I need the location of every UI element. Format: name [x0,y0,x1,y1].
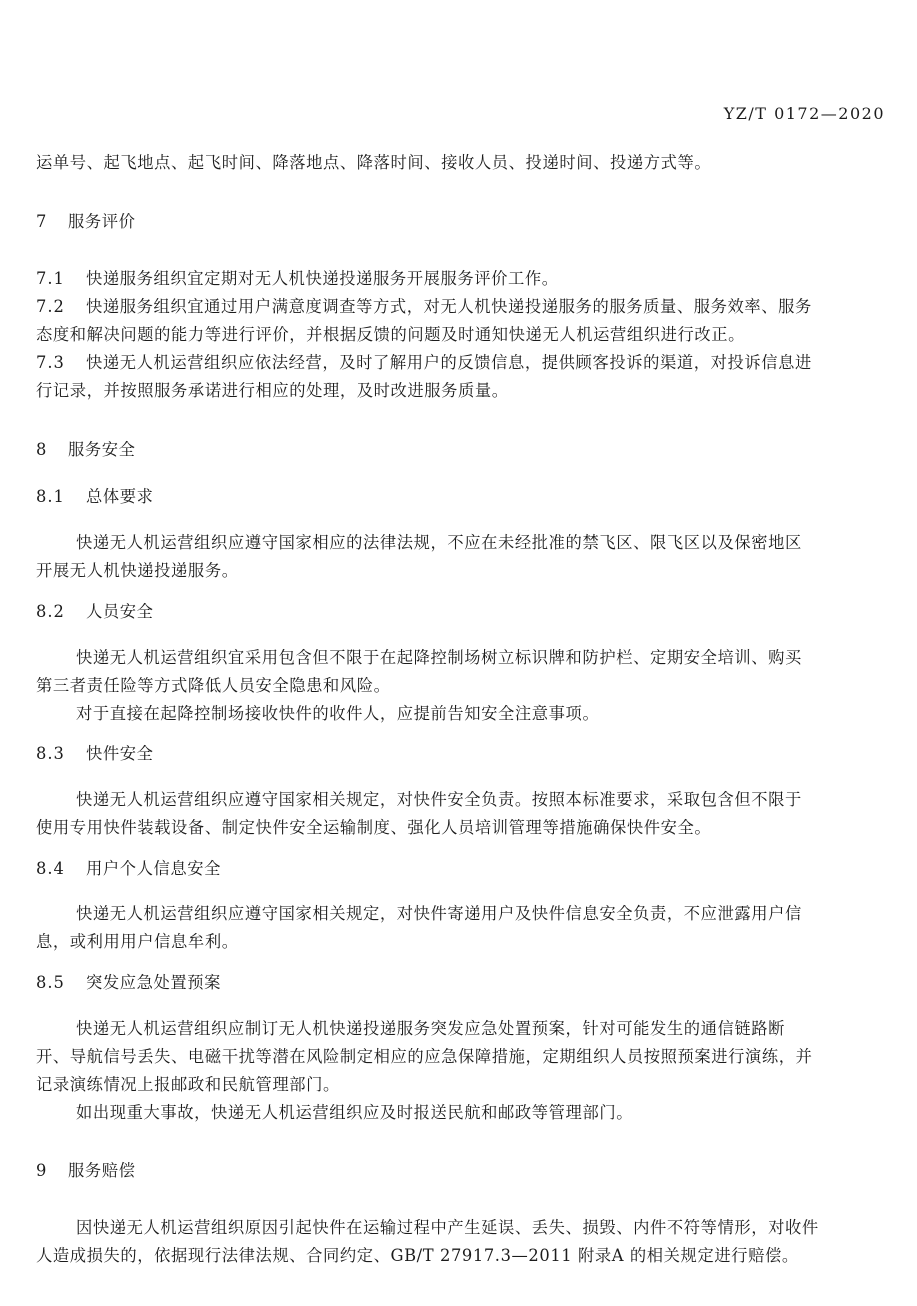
body-line: 开展无人机快递投递服务。 [36,561,239,580]
body-line: 记录演练情况上报邮政和民航管理部门。 [36,1075,340,1094]
body-line: 如出现重大事故，快递无人机运营组织应及时报送民航和邮政等管理部门。 [76,1103,634,1122]
body-line: 快递无人机运营组织宜采用包含但不限于在起降控制场树立标识牌和防护栏、定期安全培训、购买 [76,648,802,667]
section-number: 9 [36,1161,47,1180]
subsection-title: 突发应急处置预案 [86,973,222,992]
subsection-title: 总体要求 [86,487,154,506]
section-heading-9 [36,1160,136,1182]
body-line: 快递无人机运营组织应遵守国家相应的法律法规，不应在未经批准的禁飞区、限飞区以及保密地区 [76,533,802,552]
standard-number: YZ/T 0172—2020 [723,104,885,123]
subsection-title: 快件安全 [86,744,154,763]
section-heading-8 [36,439,136,461]
clause-7-3 [36,352,812,374]
section-title: 服务赔偿 [68,1161,136,1180]
section-number: 8 [36,440,47,459]
subsection-number: 8.5 [36,973,65,992]
clause-7-2 [36,296,812,318]
clause-number: 7.2 [36,297,65,316]
subsection-title: 人员安全 [86,602,154,621]
section-number: 7 [36,212,47,231]
body-line: 态度和解决问题的能力等进行评价，并根据反馈的问题及时通知快递无人机运营组织进行改正。 [36,325,746,344]
clause-number: 7.1 [36,269,65,288]
body-line: 息，或利用用户信息牟利。 [36,932,239,951]
clause-number: 7.3 [36,353,65,372]
subsection-title: 用户个人信息安全 [86,859,222,878]
clause-text: 快递服务组织宜通过用户满意度调查等方式，对无人机快递投递服务的服务质量、服务效率、服务 [86,297,812,316]
body-line: 使用专用快件装载设备、制定快件安全运输制度、强化人员培训管理等措施确保快件安全。 [36,818,712,837]
section-heading-7 [36,211,136,233]
subsection-heading-8-4 [36,858,221,880]
body-line: 运单号、起飞地点、起飞时间、降落地点、降落时间、接收人员、投递时间、投递方式等。 [36,153,712,172]
body-line: 快递无人机运营组织应制订无人机快递投递服务突发应急处置预案，针对可能发生的通信链路断 [76,1019,786,1038]
clause-7-1 [36,268,559,290]
subsection-heading-8-3 [36,743,154,765]
subsection-heading-8-2 [36,601,154,623]
clause-text: 快递服务组织宜定期对无人机快递投递服务开展服务评价工作。 [86,269,559,288]
body-line: 快递无人机运营组织应遵守国家相关规定，对快件安全负责。按照本标准要求，采取包含但不限于 [76,790,802,809]
body-line: 人造成损失的，依据现行法律法规、合同约定、GB/T 27917.3—2011 附录A 的相关规定进行赔偿。 [36,1246,799,1265]
subsection-number: 8.3 [36,744,65,763]
body-line: 快递无人机运营组织应遵守国家相关规定，对快件寄递用户及快件信息安全负责，不应泄露用户信 [76,904,802,923]
subsection-number: 8.2 [36,602,65,621]
subsection-heading-8-1 [36,486,154,508]
section-title: 服务评价 [68,212,136,231]
body-line: 开、导航信号丢失、电磁干扰等潜在风险制定相应的应急保障措施，定期组织人员按照预案进行演练，并 [36,1047,813,1066]
section-title: 服务安全 [68,440,136,459]
body-line: 对于直接在起降控制场接收快件的收件人，应提前告知安全注意事项。 [76,704,600,723]
subsection-number: 8.4 [36,859,65,878]
clause-text: 快递无人机运营组织应依法经营，及时了解用户的反馈信息，提供顾客投诉的渠道，对投诉信息进 [86,353,812,372]
body-line: 因快递无人机运营组织原因引起快件在运输过程中产生延误、丢失、损毁、内件不符等情形，对收件 [76,1218,819,1237]
subsection-number: 8.1 [36,487,65,506]
subsection-heading-8-5 [36,972,221,994]
body-line: 行记录，并按照服务承诺进行相应的处理，及时改进服务质量。 [36,381,509,400]
body-line: 第三者责任险等方式降低人员安全隐患和风险。 [36,676,391,695]
